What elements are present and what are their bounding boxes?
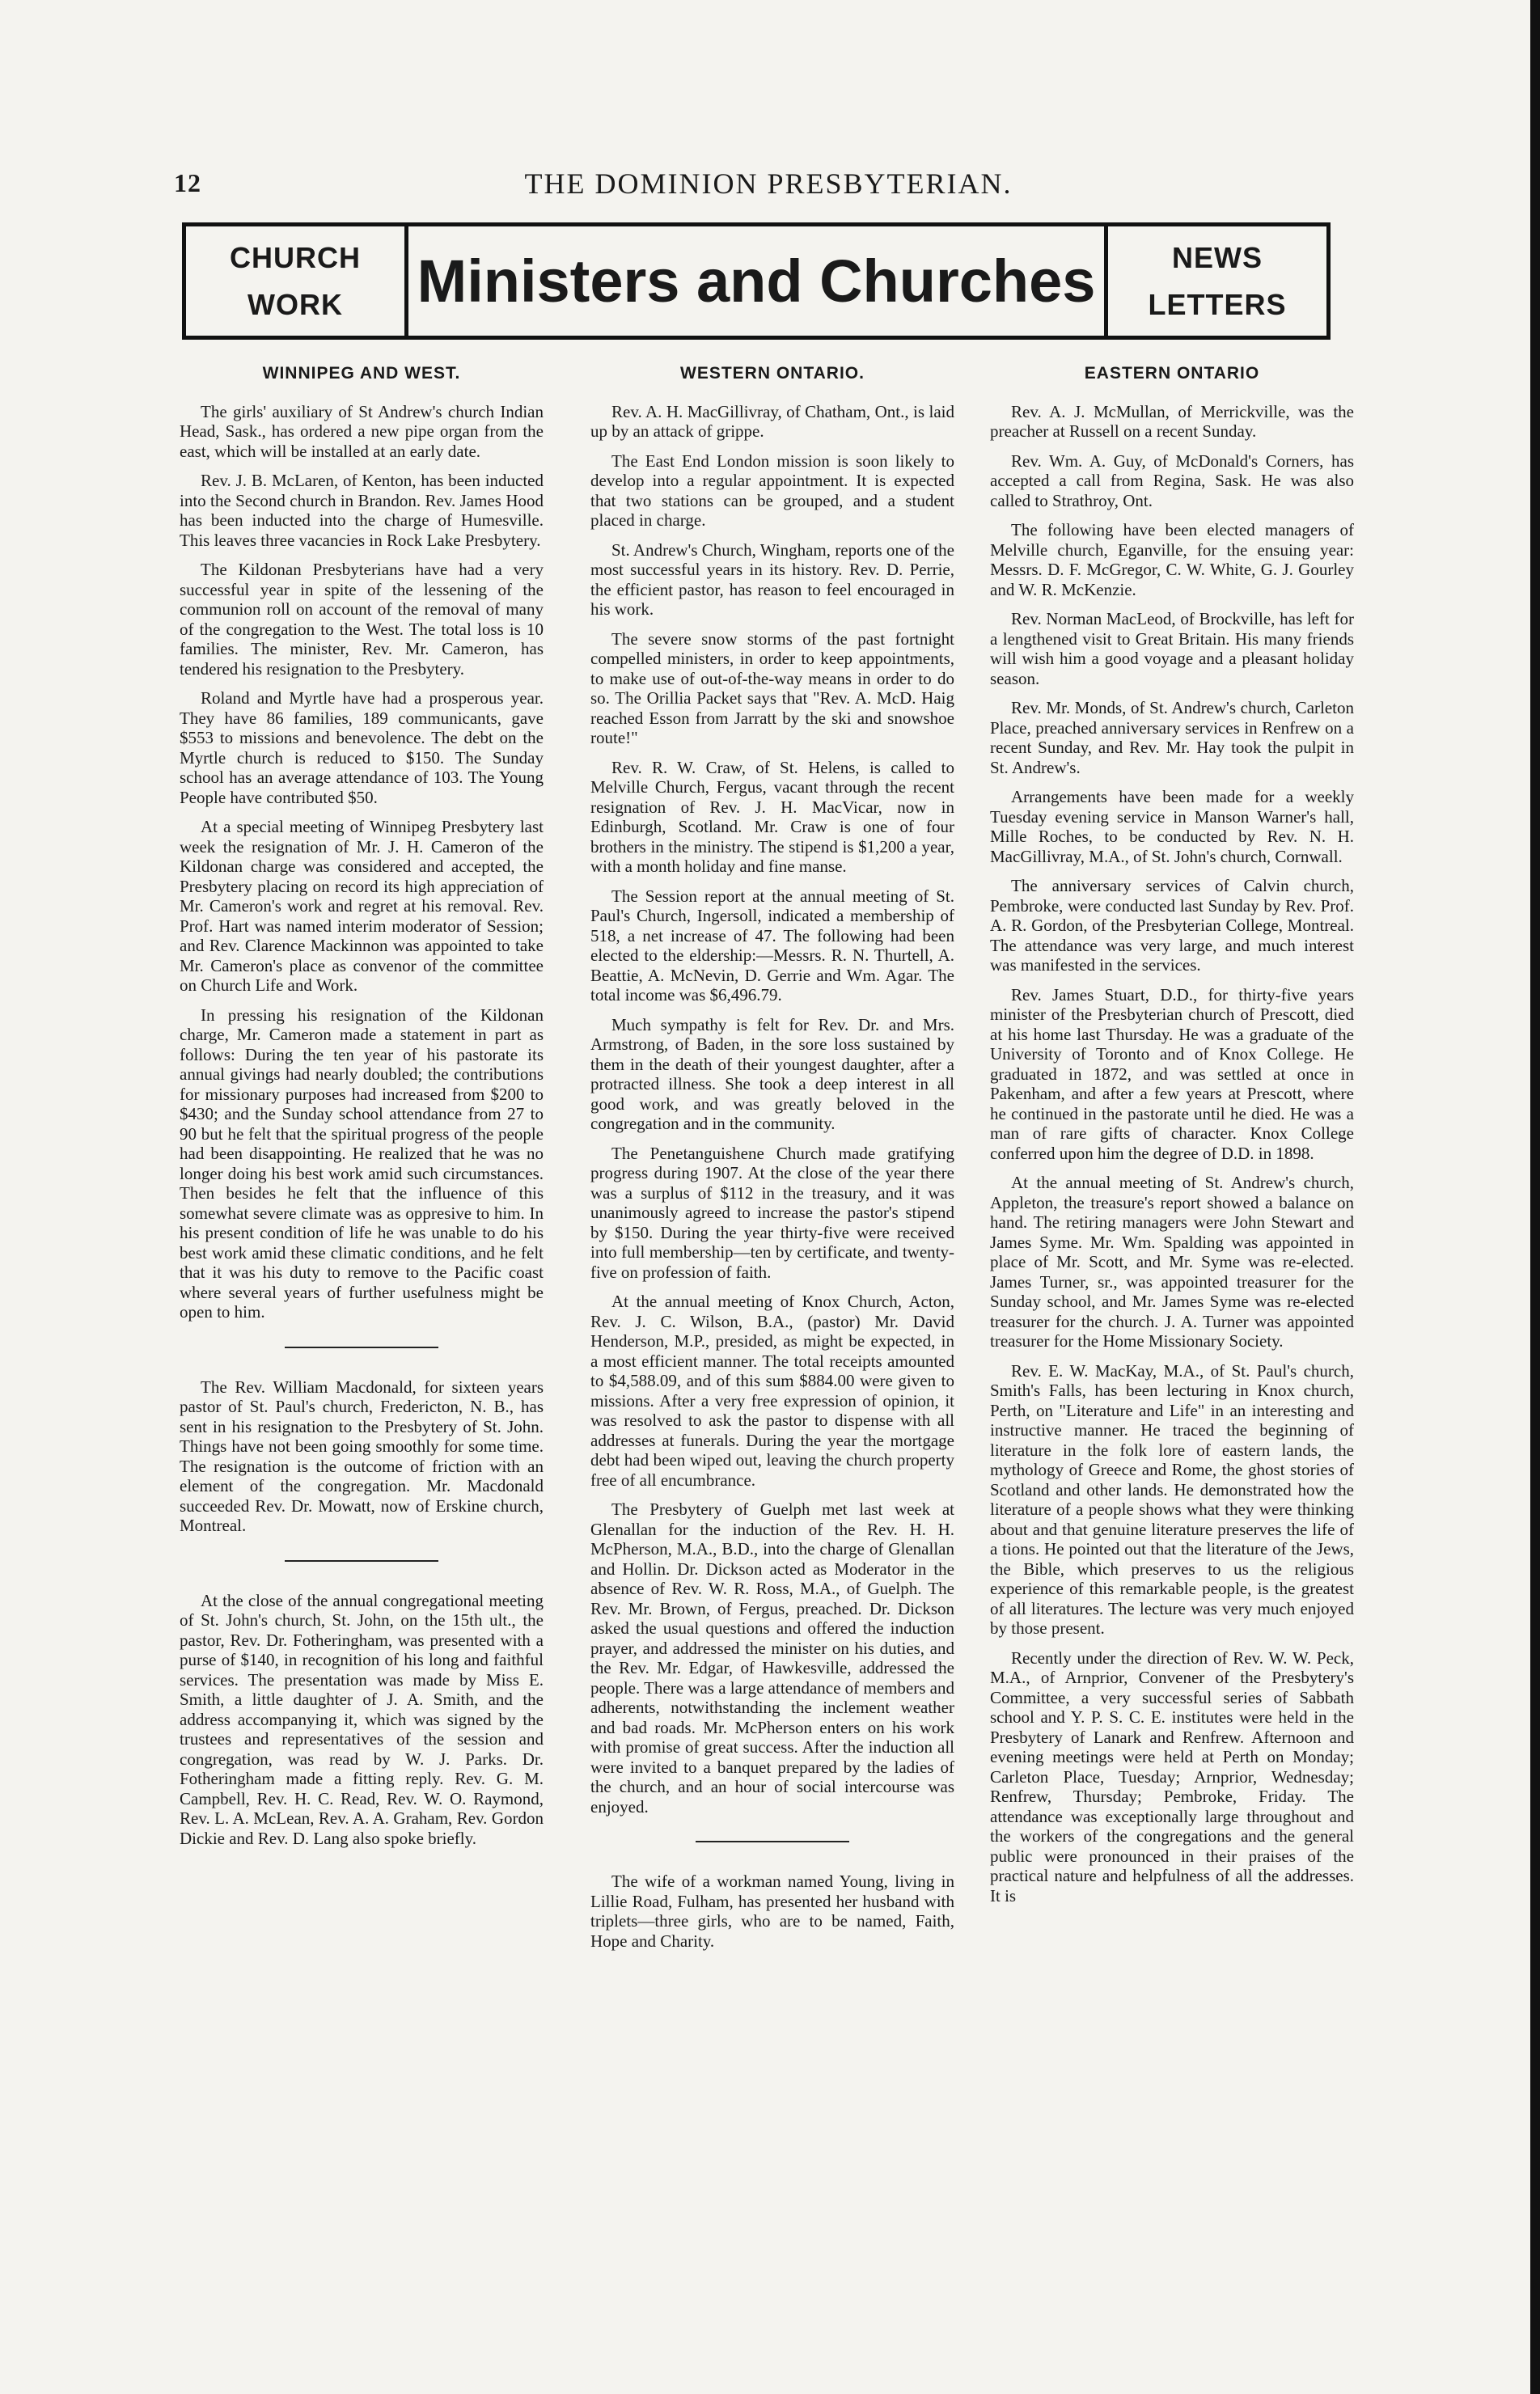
- article-paragraph: The Rev. William Macdonald, for sixteen years pastor of St. Paul's church, Fredericton, N. B., has sent in his resignation to the Presbytery of St. John. Things have not been going smoothly for some time. The resignation is the outcome of friction with an element of the congregation. Mr. Macdonald succeeded Rev. Dr. Mowatt, now of Erskine church, Montreal.: [180, 1377, 544, 1535]
- column-western-ontario: [590, 364, 954, 1960]
- article-paragraph: At the close of the annual congregational meeting of St. John's church, St. John, on the 15th ult., the pastor, Rev. Dr. Fotheringham, was presented with a purse of $140, in recognition of his long and faithful services. The presentation was made by Miss E. Smith, a little daughter of J. A. Smith, and the address accompanying it, which was signed by the trustees and representatives of the session and congregation, was read by W. J. Parks. Dr. Fotheringham made a fitting reply. Rev. G. M. Campbell, Rev. H. C. Read, Rev. W. O. Raymond, Rev. L. A. McLean, Rev. A. A. Graham, Rev. Gordon Dickie and Rev. D. Lang also spoke briefly.: [180, 1590, 544, 1848]
- article-paragraph: Rev. A. H. MacGillivray, of Chatham, Ont., is laid up by an attack of grippe.: [590, 401, 954, 441]
- article-paragraph: Rev. J. B. McLaren, of Kenton, has been inducted into the Second church in Brandon. Rev. James Hood has been inducted into the charge of Humesville. This leaves three vacancies in Rock Lake Presbytery.: [180, 471, 544, 550]
- article-paragraph: The Kildonan Presbyterians have had a very successful year in spite of the lessening of the communion roll on account of the removal of many of the congregation to the West. The total loss is 10 families. The minister, Rev. Mr. Cameron, has tendered his resignation to the Presbytery.: [180, 560, 544, 679]
- banner-right-box: [1104, 226, 1326, 336]
- article-paragraph: Rev. Mr. Monds, of St. Andrew's church, Carleton Place, preached anniversary services in Renfrew on a recent Sunday, and Rev. Mr. Hay took the pulpit in St. Andrew's.: [990, 698, 1354, 777]
- page-number: 12: [174, 168, 201, 197]
- article-paragraph: At the annual meeting of St. Andrew's church, Appleton, the treasure's report showed a balance on hand. The retiring managers were John Stewart and James Syme. Mr. Wm. Spalding was appointed in place of Mr. Scott, and Mr. Syme was re-elected. James Turner, sr., was appointed treasurer for the Sunday school, and Mr. James Syme was re-elected treasurer for the church. J. A. Turner was appointed treasurer for the Home Missionary Society.: [990, 1173, 1354, 1351]
- article-paragraph: At the annual meeting of Knox Church, Acton, Rev. J. C. Wilson, B.A., (pastor) Mr. David Henderson, M.P., presided, as might be expected, in a most efficient manner. The total receipts amounted to $4,588.09, and of this sum $884.00 were given to missions. After a very free expression of opinion, it was resolved to ask the pastor to dispense with all addresses at funerals. During the year the mortgage debt had been wiped out, leaving the church property free of all encumbrance.: [590, 1292, 954, 1490]
- article-paragraph: The Session report at the annual meeting of St. Paul's Church, Ingersoll, indicated a membership of 518, a net increase of 47. The following had been elected to the eldership:—Messrs. R. N. Thurtell, A. Beattie, A. McNevin, D. Gerrie and Wm. Agar. The total income was $6,496.79.: [590, 886, 954, 1005]
- article-paragraph: Arrangements have been made for a weekly Tuesday evening service in Manson Warner's hall, Mille Roches, to be conducted by Rev. N. H. MacGillivray, M.A., of St. John's church, Cornwall.: [990, 787, 1354, 866]
- article-paragraph: Recently under the direction of Rev. W. W. Peck, M.A., of Arnprior, Convener of the Presbytery's Committee, a very successful series of Sabbath school and Y. P. S. C. E. institutes were held in the Presbytery of Lanark and Renfrew. Afternoon and evening meetings were held at Perth on Monday; Carleton Place, Tuesday; Arnprior, Wednesday; Renfrew, Thursday; Pembroke, Friday. The attendance was exceptionally large throughout and the workers of the congregations and the general public were pronounced in their praises of the practical nature and helpfulness of all the addresses. It is: [990, 1647, 1354, 1905]
- column-eastern-ontario: [990, 364, 1354, 1915]
- page-edge-bar: [1530, 0, 1540, 2394]
- column-heading: EASTERN ONTARIO: [1084, 364, 1260, 383]
- article-paragraph: Rev. James Stuart, D.D., for thirty-five years minister of the Presbyterian church of Prescott, died at his home last Thursday. He was a graduate of the University of Toronto and of Knox College. He graduated in 1872, and was settled at once in Pakenham, and after a few years at Prescott, where he continued in the pastorate until he died. He was a man of rare gifts of character. Knox College conferred upon him the degree of D.D. in 1898.: [990, 984, 1354, 1163]
- column-winnipeg-and-west: [180, 364, 544, 1858]
- banner-left-line2: WORK: [248, 287, 343, 321]
- article-paragraph: The girls' auxiliary of St Andrew's church Indian Head, Sask., has ordered a new pipe organ from the east, which will be installed at an early date.: [180, 401, 544, 461]
- banner-left-box: [186, 226, 408, 336]
- article-paragraph: The following have been elected managers of Melville church, Eganville, for the ensuing year: Messrs. D. F. McGregor, C. W. White, G. J. Gourley and W. R. McKenzie.: [990, 520, 1354, 599]
- article-paragraph: The anniversary services of Calvin church, Pembroke, were conducted last Sunday by Rev. Prof. A. R. Gordon, of the Presbyterian College, Montreal. The attendance was very large, and much interest was manifested in the services.: [990, 876, 1354, 975]
- article-paragraph: In pressing his resignation of the Kildonan charge, Mr. Cameron made a statement in part as follows: During the ten year of his pastorate its annual givings had nearly doubled; the contributions for missionary purposes had increased from $200 to $430; and the Sunday school attendance from 27 to 90 but he felt that the spiritual progress of the people had been disappointing. He realized that he was no longer doing his best work amid such circumstances. Then besides he felt that the influence of this somewhat severe climate was as oppresive to him. In his present condition of life he was unable to do his best work amid these climatic conditions, and he felt that it was his duty to remove to the Pacific coast where several years of further usefulness might be open to him.: [180, 1005, 544, 1322]
- journal-title: THE DOMINION PRESBYTERIAN.: [524, 167, 1013, 200]
- article-paragraph: Roland and Myrtle have had a prosperous year. They have 86 families, 189 communicants, gave $553 to missions and benevolence. The debt on the Myrtle church is reduced to $150. The Sunday school has an average attendance of 103. The Young People have contributed $50.: [180, 688, 544, 807]
- article-paragraph: The East End London mission is soon likely to develop into a regular appointment. It is expected that two stations can be grouped, and a student placed in charge.: [590, 450, 954, 530]
- section-banner: [182, 222, 1331, 340]
- article-paragraph: The severe snow storms of the past fortnight compelled ministers, in order to keep appointments, to make use of out-of-the-way means in order to do so. The Orillia Packet says that "Rev. A. McD. Haig reached Esson from Jarratt by the ski and snowshoe route!": [590, 628, 954, 747]
- running-header: [174, 162, 1363, 210]
- article-paragraph: The wife of a workman named Young, living in Lillie Road, Fulham, has presented her husband with triplets—three girls, who are to be named, Faith, Hope and Charity.: [590, 1872, 954, 1951]
- section-divider: [285, 1560, 438, 1562]
- article-paragraph: At a special meeting of Winnipeg Presbytery last week the resignation of Mr. J. H. Cameron of the Kildonan charge was considered and accepted, the Presbytery placing on record its high appreciation of Mr. Cameron's work and regret at his removal. Rev. Prof. Hart was named interim moderator of Session; and Rev. Clarence Mackinnon was appointed to take Mr. Cameron's place as convenor of the committee on Church Life and Work.: [180, 817, 544, 995]
- section-divider: [696, 1841, 849, 1842]
- article-paragraph: Rev. Wm. A. Guy, of McDonald's Corners, has accepted a call from Regina, Sask. He was also called to Strathroy, Ont.: [990, 450, 1354, 510]
- article-paragraph: Rev. E. W. MacKay, M.A., of St. Paul's church, Smith's Falls, has been lecturing in Knox church, Perth, on "Literature and Life" in an interesting and instructive manner. He traced the beginning of literature in the folk lore of eastern lands, the mythology of Greece and Rome, the ghost stories of Scotland and other lands. He demonstrated how the literature of a people shows what they were thinking about and that genuine literature preserves the life of a tions. He pointed out that the literature of the Jews, the Bible, which preserves to us the religious experience of this remarkable people, is the greatest of all literatures. The lecture was very much enjoyed by those present.: [990, 1360, 1354, 1638]
- article-paragraph: St. Andrew's Church, Wingham, reports one of the most successful years in its history. Rev. D. Perrie, the efficient pastor, has reason to feel encouraged in his work.: [590, 539, 954, 619]
- article-paragraph: The Penetanguishene Church made gratifying progress during 1907. At the close of the year there was a surplus of $112 in the treasury, and it was unanimously agreed to increase the pastor's stipend by $150. During the year thirty-five were received into full membership—ten by certificate, and twenty-five on profession of faith.: [590, 1143, 954, 1282]
- article-paragraph: The Presbytery of Guelph met last week at Glenallan for the induction of the Rev. H. H. McPherson, M.A., B.D., into the charge of Glenallan and Hollin. Dr. Dickson acted as Moderator in the absence of Rev. W. R. Ross, M.A., of Guelph. The Rev. Mr. Brown, of Fergus, preached. Dr. Dickson asked the usual questions and offered the induction prayer, and addressed the minister on his duties, and the Rev. Mr. Edgar, of Hawkesville, addressed the people. There was a large attendance of members and adherents, notwithstanding the inclement weather and bad roads. Mr. McPherson enters on his work with promise of great success. After the induction all were invited to a banquet prepared by the ladies of the church, and an hour of social intercourse was enjoyed.: [590, 1499, 954, 1817]
- banner-left-line1: CHURCH: [230, 240, 361, 274]
- column-heading: WINNIPEG AND WEST.: [262, 364, 461, 383]
- section-title: Ministers and Churches: [417, 247, 1096, 315]
- banner-right-line1: NEWS: [1172, 240, 1263, 274]
- article-paragraph: Rev. A. J. McMullan, of Merrickville, was the preacher at Russell on a recent Sunday.: [990, 401, 1354, 441]
- article-paragraph: Rev. R. W. Craw, of St. Helens, is called to Melville Church, Fergus, vacant through the recent resignation of Rev. J. H. MacVicar, now in Edinburgh, Scotland. Mr. Craw is one of four brothers in the ministry. The stipend is $1,200 a year, with a month holiday and fine manse.: [590, 757, 954, 876]
- column-heading: WESTERN ONTARIO.: [680, 364, 865, 383]
- section-divider: [285, 1347, 438, 1348]
- banner-right-line2: LETTERS: [1148, 287, 1287, 321]
- article-paragraph: Much sympathy is felt for Rev. Dr. and Mrs. Armstrong, of Baden, in the sore loss sustained by them in the death of their youngest daughter, after a protracted illness. She took a deep interest in all good work, and was greatly beloved in the congregation and in the community.: [590, 1014, 954, 1133]
- article-paragraph: Rev. Norman MacLeod, of Brockville, has left for a lengthened visit to Great Britain. His many friends will wish him a good voyage and a pleasant holiday season.: [990, 609, 1354, 688]
